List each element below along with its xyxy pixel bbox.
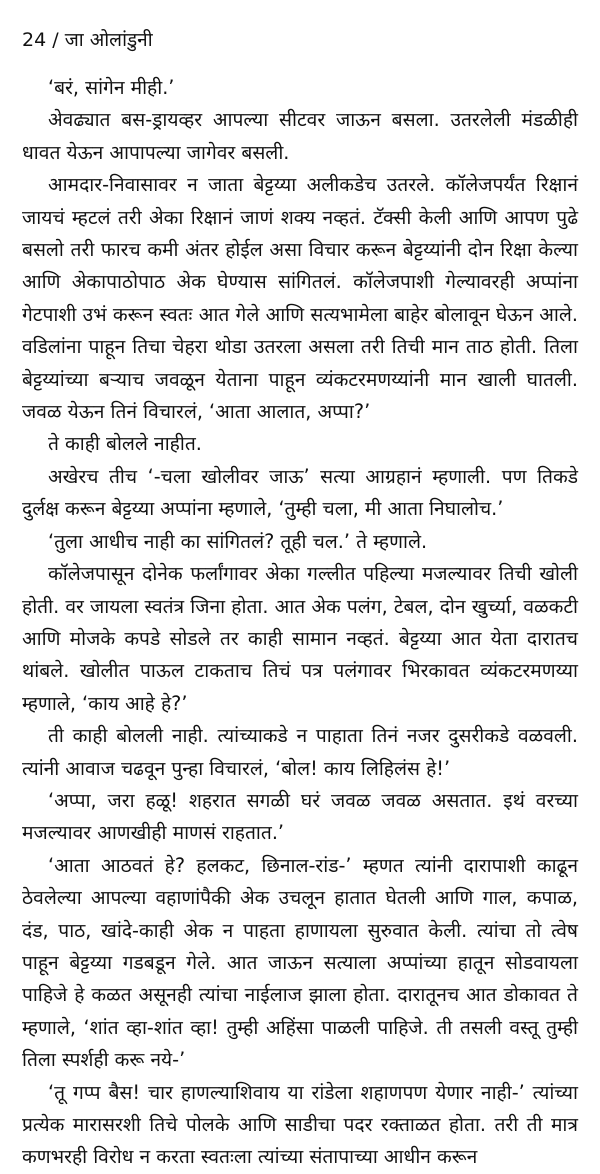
page-body (22, 72, 578, 1174)
paragraph: ते काही बोलले नाहीत. (48, 432, 202, 456)
book-title: जा ओलांडुनी (64, 29, 153, 51)
paragraph: ‘बरं, सांगेन मीही.’ (48, 76, 175, 99)
paragraph: ‘तुला आधीच नाही का सांगितलं? तूही चल.’ ते म्हणाले. (48, 529, 428, 553)
paragraph: ‘तू गप्प बैस! चार हाणल्याशिवाय या रांडेला शहाणपण येणार नाही-’ त्यांच्या प्रत्येक मारासरशी तिचे पोलके आणि साडीचा पदर रक्ताळत होता. तरी ती मात्र कणभरही विरोध न करता स्वतःला त्यांच्या संतापाच्या आधीन करून (22, 1080, 578, 1169)
paragraph: ती काही बोलली नाही. त्यांच्याकडे न पाहाता तिनं नजर दुसरीकडे वळवली. त्यांनी आवाज चढवून पुन्हा विचारलं, ‘बोल! काय लिहिलंस हे!’ (22, 724, 578, 780)
paragraph: ‘आता आठवतं हे? हलकट, छिनाल-रांड-’ म्हणत त्यांनी दारापाशी काढून ठेवलेल्या आपल्या वहाणांपैकी अेक उचलून हातात घेतली आणि गाल, कपाळ, दंड, पाठ, खांदे-काही अेक न पाहता हाणायला सुरुवात केली. त्यांचा तो त्वेष पाहून बेट्टय्या गडबडून गेले. आत जाऊन सत्याला अप्पांच्या हातून सोडवायला पाहिजे हे कळत असूनही त्यांचा नाईलाज झाला होता. दारातूनच आत डोकावत ते म्हणाले, ‘शांत व्हा-शांत व्हा! तुम्ही अहिंसा पाळली पाहिजे. ती तसली वस्तू तुम्ही तिला स्पर्शही करू नये-’ (22, 853, 578, 1072)
paragraph: अखेरच तीच ‘-चला खोलीवर जाऊ’ सत्या आग्रहानं म्हणाली. पण तिकडे दुर्लक्ष करून बेट्टय्या अप्पांना म्हणाले, ‘तुम्ही चला, मी आता निघालोच.’ (22, 464, 578, 521)
paragraph: ‘अप्पा, जरा हळू! शहरात सगळी घरं जवळ जवळ असतात. इथं वरच्या मजल्यावर आणखीही माणसं राहतात.’ (22, 788, 578, 845)
page-number: 24 (22, 29, 47, 51)
paragraph: आमदार-निवासावर न जाता बेट्टय्या अलीकडेच उतरले. कॉलेजपर्यंत रिक्षानं जायचं म्हटलं तरी अेका रिक्षानं जाणं शक्य नव्हतं. टॅक्सी केली आणि आपण पुढे बसलो तरी फारच कमी अंतर होईल असा विचार करून बेट्टय्यांनी दोन रिक्षा केल्या आणि अेकापाठोपाठ अेक घेण्यास सांगितलं. कॉलेजपाशी गेल्यावरही अप्पांना गेटपाशी उभं करून स्वतः आत गेले आणि सत्यभामेला बाहेर बोलावून घेऊन आले. वडिलांना पाहून तिचा चेहरा थोडा उतरला असला तरी तिची मान ताठ होती. तिला बेट्टय्यांच्या बऱ्याच जवळून येताना पाहून व्यंकटरमणय्यांनी मान खाली घातली. जवळ येऊन तिनं विचारलं, ‘आता आलात, अप्पा?’ (22, 173, 578, 424)
paragraph: कॉलेजपासून दोनेक फर्लांगावर अेका गल्लीत पहिल्या मजल्यावर तिची खोली होती. वर जायला स्वतंत्र जिना होता. आत अेक पलंग, टेबल, दोन खुर्च्या, वळकटी आणि मोजके कपडे सोडले तर काही सामान नव्हतं. बेट्टय्या आत येता दारातच थांबले. खोलीत पाऊल टाकताच तिचं पत्र पलंगावर भिरकावत व्यंकटरमणय्या म्हणाले, ‘काय आहे हे?’ (22, 562, 578, 715)
running-header (22, 28, 578, 52)
paragraph: अेवढ्यात बस-ड्रायव्हर आपल्या सीटवर जाऊन बसला. उतरलेली मंडळीही धावत येऊन आपापल्या जागेवर बसली. (22, 108, 578, 164)
header-separator: / (52, 29, 59, 51)
